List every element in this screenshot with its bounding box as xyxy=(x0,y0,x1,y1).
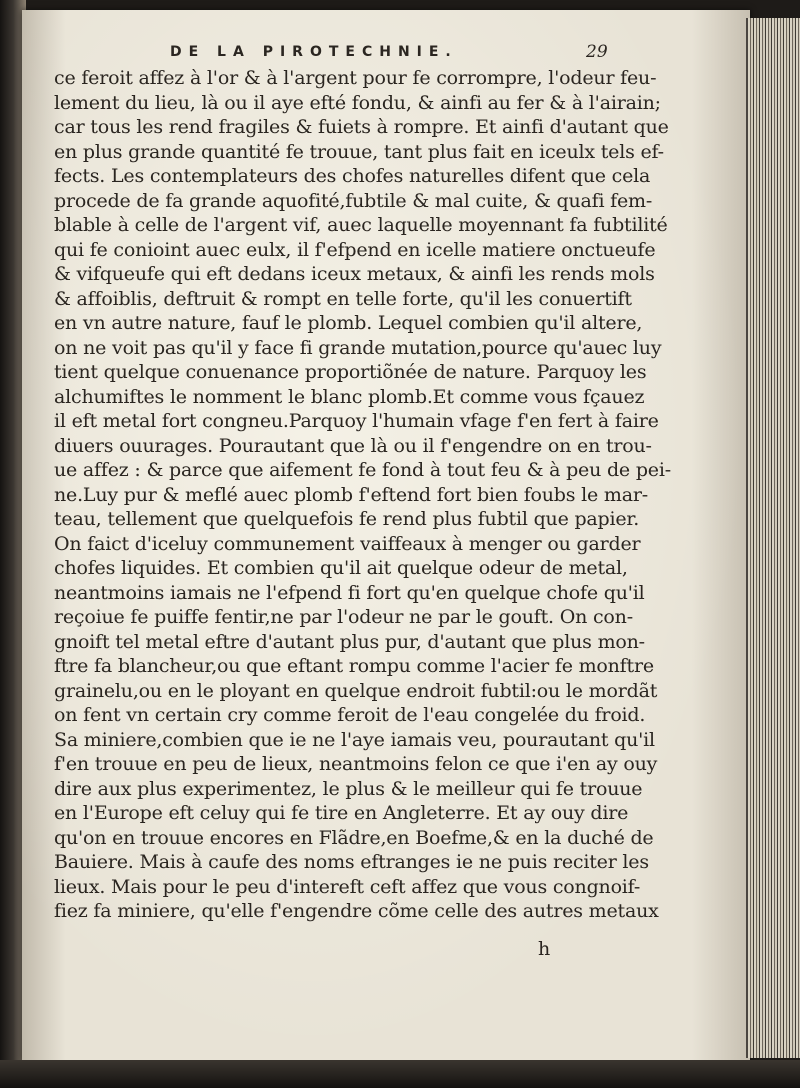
text-line: chofes liquides. Et combien qu'il ait quelque odeur de metal, xyxy=(54,557,628,579)
text-line: il eft metal fort congneu.Parquoy l'humain vfage f'en fert à faire xyxy=(54,410,659,432)
text-line: car tous les rend fragiles & fuiets à rompre. Et ainfi d'autant que xyxy=(54,116,669,138)
text-line: tient quelque conuenance proportiõnée de nature. Parquoy les xyxy=(54,361,647,383)
text-line: neantmoins iamais ne l'efpend fi fort qu'en quelque chofe qu'il xyxy=(54,581,645,604)
bottom-shadow xyxy=(0,1060,800,1088)
text-line: Bauiere. Mais à caufe des noms eftranges ie ne puis reciter les xyxy=(54,851,649,873)
page-edges xyxy=(746,18,800,1058)
text-line: On faict d'iceluy communement vaiffeaux à menger ou garder xyxy=(54,532,641,555)
running-head: DE LA PIROTECHNIE. xyxy=(170,44,458,60)
text-line: fects. Les contemplateurs des chofes naturelles difent que cela xyxy=(54,165,651,187)
text-line: en vn autre nature, fauf le plomb. Lequel combien qu'il altere, xyxy=(54,312,643,334)
text-line: ce feroit affez à l'or & à l'argent pour fe corrompre, l'odeur feu- xyxy=(54,67,657,89)
text-line: lieux. Mais pour le peu d'intereft ceft affez que vous congnoif- xyxy=(54,875,641,898)
text-line: diuers ouurages. Pourautant que là ou il f'engendre on en trou- xyxy=(54,434,652,457)
signature-mark: h xyxy=(538,938,551,960)
text-line: qu'on en trouue encores en Flãdre,en Boefme,& en la duché de xyxy=(54,826,654,849)
text-line: blable à celle de l'argent vif, auec laquelle moyennant fa fubtilité xyxy=(54,214,668,236)
text-line: & vifqueufe qui eft dedans iceux metaux, & ainfi les rends mols xyxy=(54,263,655,285)
text-line: Sa miniere,combien que ie ne l'aye iamais veu, pourautant qu'il xyxy=(54,728,655,751)
text-line: gnoift tel metal eftre d'autant plus pur, d'autant que plus mon- xyxy=(54,630,645,653)
text-line: f'en trouue en peu de lieux, neantmoins felon ce que i'en ay ouy xyxy=(54,753,658,775)
text-line: ue affez : & parce que aifement fe fond à tout feu & à peu de pei- xyxy=(54,459,671,481)
text-line: qui fe conioint auec eulx, il f'efpend en icelle matiere onctueufe xyxy=(54,238,656,261)
text-line: on fent vn certain cry comme feroit de l'eau congelée du froid. xyxy=(54,704,646,726)
page-number: 29 xyxy=(586,42,608,62)
text-line: en l'Europe eft celuy qui fe tire en Angleterre. Et ay ouy dire xyxy=(54,802,629,824)
text-line: fiez fa miniere, qu'elle f'engendre cõme celle des autres metaux xyxy=(54,900,659,922)
text-line: on ne voit pas qu'il y face fi grande mutation,pource qu'auec luy xyxy=(54,336,662,359)
text-line: procede de fa grande aquofité,fubtile & mal cuite, & quafi fem- xyxy=(54,189,653,212)
text-line: dire aux plus experimentez, le plus & le meilleur qui fe trouue xyxy=(54,777,643,800)
text-line: teau, tellement que quelquefois fe rend plus fubtil que papier. xyxy=(54,508,640,530)
body-text xyxy=(54,66,671,924)
text-line: & affoiblis, deftruit & rompt en telle forte, qu'il les conuertift xyxy=(54,287,632,310)
text-line: en plus grande quantité fe trouue, tant plus fait en iceulx tels ef- xyxy=(54,140,664,163)
text-line: ne.Luy pur & meflé auec plomb f'eftend fort bien foubs le mar- xyxy=(54,483,648,506)
text-line: lement du lieu, là ou il aye efté fondu, & ainfi au fer & à l'airain; xyxy=(54,91,661,114)
text-line: grainelu,ou en le ployant en quelque endroit fubtil:ou le mordãt xyxy=(54,679,658,702)
text-line: ftre fa blancheur,ou que eftant rompu comme l'acier fe monftre xyxy=(54,655,654,677)
text-line: alchumiftes le nomment le blanc plomb.Et comme vous fçauez xyxy=(54,385,645,408)
text-line: reçoiue fe puiffe fentir,ne par l'odeur ne par le gouft. On con- xyxy=(54,606,633,628)
